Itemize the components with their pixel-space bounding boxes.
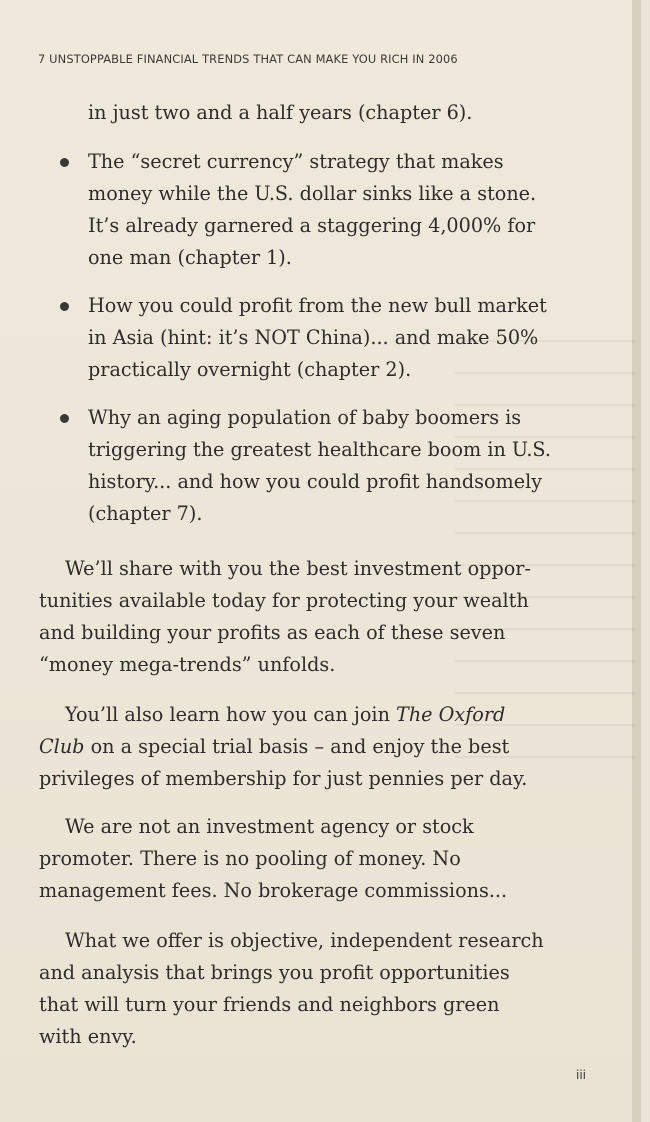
continued-line: in just two and a half years (chapter 6). <box>88 101 473 124</box>
paragraph-line: and analysis that brings you profit opportunities <box>39 961 510 984</box>
text-run: You’ll also learn how you can join <box>65 703 397 726</box>
paragraph-line: that will turn your friends and neighbors green <box>39 993 500 1016</box>
paragraph-line: What we offer is objective, independent research <box>65 929 544 952</box>
paragraph-share <box>39 553 531 681</box>
bullet-line: in Asia (hint: it’s NOT China)... and make 50% <box>88 326 539 349</box>
text-run: on a special trial basis – and enjoy the best <box>84 735 510 758</box>
bullet-line: practically overnight (chapter 2). <box>88 358 412 381</box>
bullet-dot-icon <box>60 414 69 423</box>
bullet-line: (chapter 7). <box>88 502 203 525</box>
bullet-line: money while the U.S. dollar sinks like a stone. <box>88 182 537 205</box>
paragraph-line: We’ll share with you the best investment oppor- <box>65 557 531 580</box>
paragraph-line: “money mega-trends” unfolds. <box>39 653 336 676</box>
paragraph-line: privileges of membership for just pennies per day. <box>39 767 528 790</box>
paragraph-line <box>39 699 527 731</box>
paragraph-oxford-club <box>39 699 527 795</box>
bullet-line: The “secret currency” strategy that makes <box>88 150 504 173</box>
bullet-line: Why an aging population of baby boomers is <box>88 406 522 429</box>
page-number: iii <box>576 1068 587 1082</box>
bullet-item <box>0 146 551 274</box>
paragraph-line: with envy. <box>39 1025 137 1048</box>
paragraph-line: tunities available today for protecting your wealth <box>39 589 529 612</box>
bullet-line: triggering the greatest healthcare boom in U.S. <box>88 438 551 461</box>
bullet-line: It’s already garnered a staggering 4,000% for <box>88 214 536 237</box>
paragraph-line: management fees. No brokerage commissions... <box>39 879 508 902</box>
bullet-list <box>0 146 551 546</box>
paragraph-line: promoter. There is no pooling of money. No <box>39 847 461 870</box>
bullet-dot-icon <box>60 302 69 311</box>
bullet-item <box>0 290 551 386</box>
bullet-line: history... and how you could profit handsomely <box>88 470 543 493</box>
running-header: 7 UNSTOPPABLE FINANCIAL TRENDS THAT CAN MAKE YOU RICH IN 2006 <box>38 52 458 66</box>
bullet-item <box>0 402 551 530</box>
paragraph-not-agency <box>39 811 507 907</box>
paragraph-line: We are not an investment agency or stock <box>65 815 474 838</box>
paragraph-line <box>39 731 527 763</box>
club-name-italic: Club <box>39 735 85 758</box>
paragraph-what-we-offer <box>39 925 544 1053</box>
club-name-italic: The Oxford <box>396 703 506 726</box>
bullet-line: How you could profit from the new bull market <box>88 294 547 317</box>
paragraph-line: and building your profits as each of these seven <box>39 621 506 644</box>
bullet-line: one man (chapter 1). <box>88 246 292 269</box>
bullet-dot-icon <box>60 158 69 167</box>
